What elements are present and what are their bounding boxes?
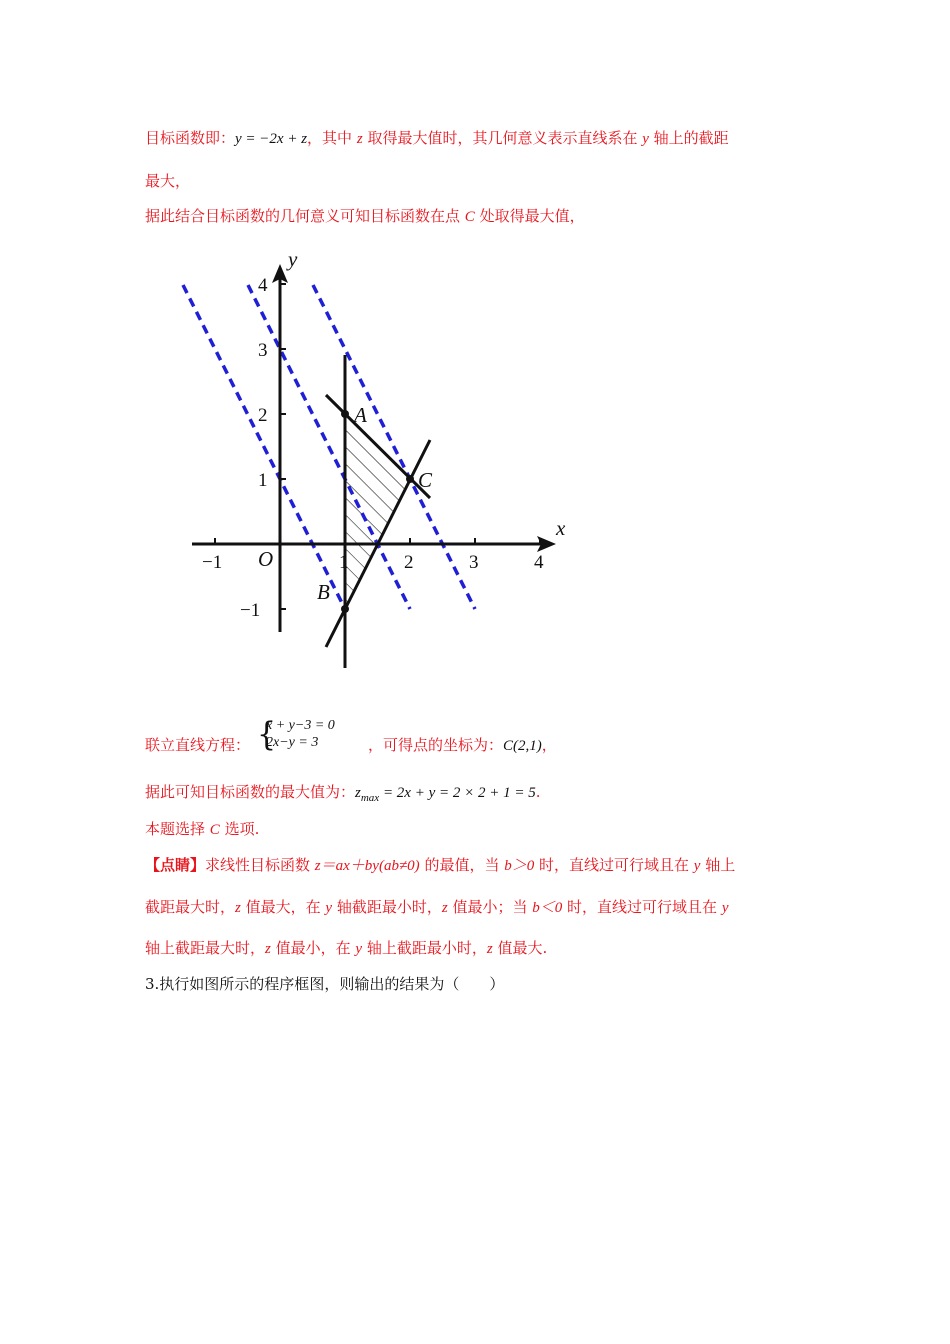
x-tick-label: 1 xyxy=(339,552,349,573)
note-cond: b＞0 xyxy=(504,858,535,874)
note-var: y xyxy=(325,900,333,916)
note-text: 值最小，在 xyxy=(270,939,356,957)
note-text: 求线性目标函数 xyxy=(205,856,315,874)
note-text: 值最大，在 xyxy=(240,898,326,916)
note-line-3 xyxy=(145,937,547,958)
para-objective-prefix: 目标函数即： xyxy=(145,129,236,147)
max-equation: = 2x + y = 2 × 2 + 1 = 5 xyxy=(379,785,536,801)
point-b xyxy=(341,605,349,613)
point-c-label: C xyxy=(418,468,433,492)
x-tick-label: 3 xyxy=(469,552,479,573)
note-text: 值最小；当 xyxy=(447,898,533,916)
note-text: 值最大. xyxy=(492,939,548,957)
y-tick-label: 4 xyxy=(258,275,268,296)
y-tick-label: 1 xyxy=(258,470,268,491)
para-max-value xyxy=(145,781,541,804)
para-geometric-prefix: 据此结合目标函数的几何意义可知目标函数在点 xyxy=(145,207,465,225)
note-line-1 xyxy=(145,854,735,875)
x-tick-label: −1 xyxy=(202,552,223,573)
note-text: 轴截距最小时， xyxy=(332,898,442,916)
para-objective-mid1: ，其中 xyxy=(307,129,357,147)
note-formula: z＝ax＋by(ab≠0) xyxy=(314,858,420,874)
point-c xyxy=(406,475,414,483)
x-tick-label: 2 xyxy=(404,552,414,573)
para-system-mid: ，可得点的坐标为： xyxy=(368,736,504,754)
note-text: 的最值，当 xyxy=(419,856,505,874)
para-geometric xyxy=(145,205,585,226)
x-tick-label: 4 xyxy=(534,552,544,573)
note-var: z xyxy=(235,900,241,916)
system-eq-2: 2x−y = 3 xyxy=(266,735,319,750)
point-b-label: B xyxy=(317,580,330,604)
para-objective-cont: 最大， xyxy=(145,172,191,190)
point-c-ref: C xyxy=(464,209,475,225)
para-max-prefix: 据此可知目标函数的最大值为： xyxy=(145,783,356,801)
system-brace: { xyxy=(257,715,277,754)
note-var: z xyxy=(486,941,493,957)
note-text: 轴上截距最小时， xyxy=(362,939,487,957)
y-tick-label: 2 xyxy=(258,405,268,426)
x-axis-label: x xyxy=(556,516,566,540)
note-var: y xyxy=(693,858,701,874)
para-max-suffix: . xyxy=(535,783,541,801)
para-system-prefix: 联立直线方程： xyxy=(145,736,251,754)
para-choice xyxy=(145,818,259,839)
note-var: z xyxy=(265,941,271,957)
note-tag: 【点睛】 xyxy=(145,856,206,874)
note-text: 时，直线过可行域且在 xyxy=(534,856,694,874)
para-choice-prefix: 本题选择 xyxy=(145,820,210,838)
var-z: z xyxy=(356,131,363,147)
para-system-suffix: ， xyxy=(541,736,557,754)
choice-option: C xyxy=(209,822,220,838)
var-y: y xyxy=(642,131,649,147)
system-eq-1: x + y−3 = 0 xyxy=(266,718,335,733)
y-axis-label: y xyxy=(288,247,298,271)
y-tick-label: 3 xyxy=(258,340,268,361)
note-line-2 xyxy=(145,896,728,917)
note-text: 截距最大时， xyxy=(145,898,236,916)
para-objective xyxy=(145,127,729,148)
note-text: 轴上截距最大时， xyxy=(145,939,266,957)
objective-equation: y = −2x + z xyxy=(235,131,308,147)
feasible-region xyxy=(345,414,410,609)
note-text: 时，直线过可行域且在 xyxy=(562,898,722,916)
note-text: 轴上 xyxy=(700,856,736,874)
point-c-coords: C(2,1) xyxy=(503,738,542,754)
note-var: y xyxy=(721,900,729,916)
feasible-region-figure xyxy=(180,245,590,675)
note-var: z xyxy=(441,900,448,916)
point-a xyxy=(341,410,349,418)
para-geometric-suffix: 处取得最大值， xyxy=(474,207,585,225)
origin-label: O xyxy=(258,547,274,571)
note-cond: b＜0 xyxy=(532,900,563,916)
note-var: y xyxy=(355,941,363,957)
para-choice-suffix: 选项. xyxy=(219,820,260,838)
para-system-result xyxy=(368,734,557,755)
z-max-sub: max xyxy=(360,792,380,804)
y-tick-label: −1 xyxy=(240,600,261,621)
z-max-base: z xyxy=(355,785,361,801)
para-objective-mid2: 取得最大值时，其几何意义表示直线系在 xyxy=(362,129,643,147)
point-a-label: A xyxy=(354,403,367,427)
question-3: 3.执行如图所示的程序框图，则输出的结果为（ ） xyxy=(145,975,505,993)
para-objective-suffix: 轴上的截距 xyxy=(648,129,729,147)
level-line-3 xyxy=(313,285,475,609)
